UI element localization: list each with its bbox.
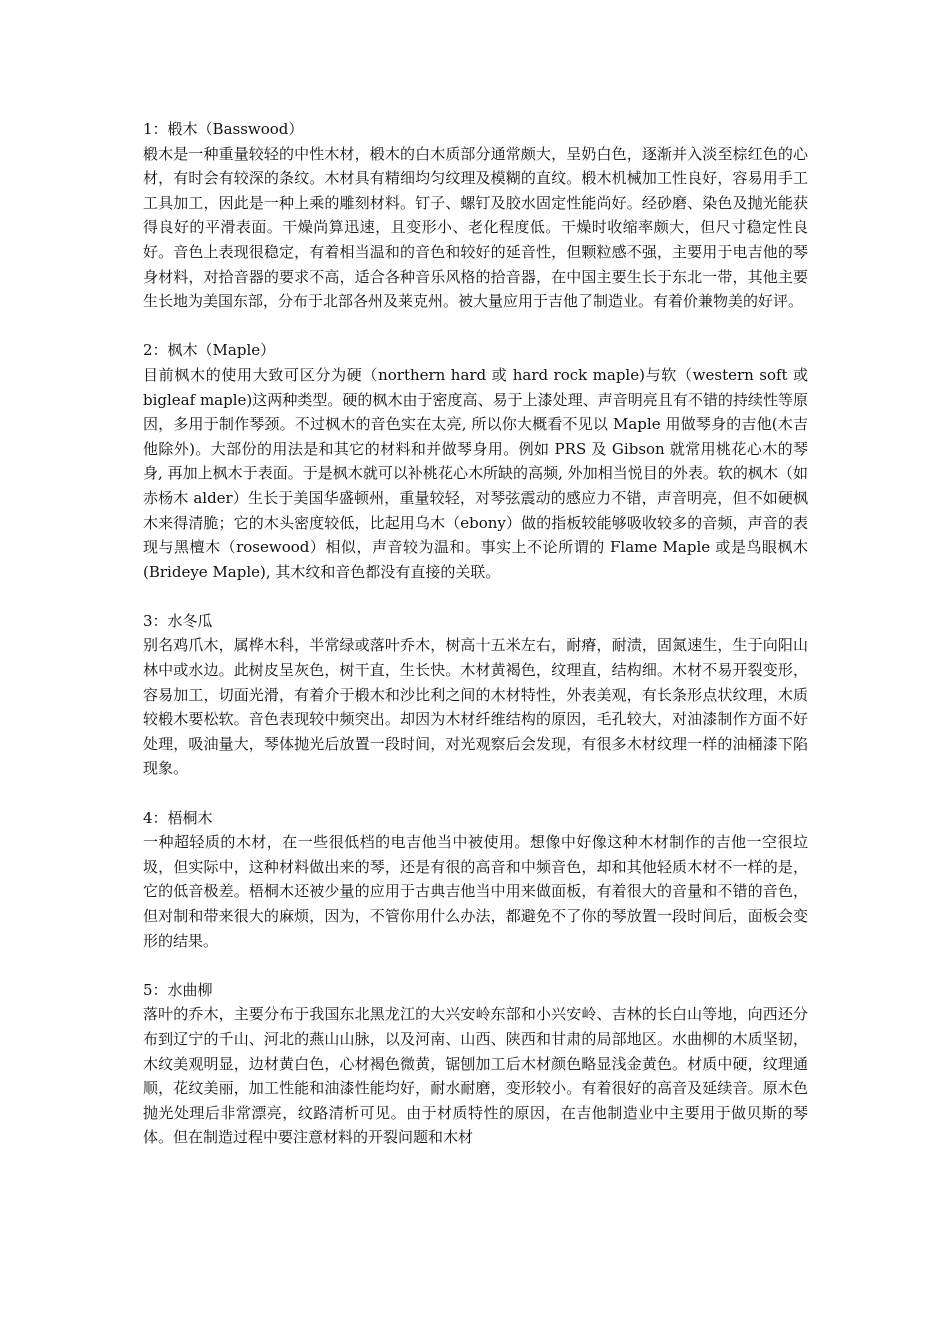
section-body: 椴木是一种重量较轻的中性木材，椴木的白木质部分通常颇大，呈奶白色，逐渐并入淡至棕红色的心材，有时会有较深的条纹。木材具有精细均匀纹理及模糊的直纹。椴木机械加工性良好，容易用手工工具加工，因此是一种上乘的雕刻材料。钉子、螺钉及胶水固定性能尚好。经砂磨、染色及抛光能获得良好的平滑表面。干燥尚算迅速，且变形小、老化程度低。干燥时收缩率颇大，但尺寸稳定性良好。音色上表现很稳定，有着相当温和的音色和较好的延音性，但颗粒感不强，主要用于电吉他的琴身材料，对拾音器的要求不高，适合各种音乐风格的拾音器，在中国主要生长于东北一带，其他主要生长地为美国东部，分布于北部各州及莱克州。被大量应用于吉他了制造业。有着价兼物美的好评。 [143,144,808,311]
section-paulownia [143,806,808,954]
section-alder [143,609,808,781]
section-heading: 1：椴木（Basswood） [143,120,304,138]
section-heading: 2：枫木（Maple） [143,341,276,360]
section-ash [143,978,808,1150]
section-body: 目前枫木的使用大致可区分为硬（northern hard 或 hard rock maple)与软（western soft 或 bigleaf maple)这两种类型。硬的枫木由于密度高、易于上漆处理、声音明亮且有不错的持续性等原因，多用于制作琴颈。不过枫木的音色实在太亮, 所以你大概看不见以 Maple 用做琴身的吉他(木吉他除外)。大部份的用法是和其它的材料和并做琴身用。例如 PRS 及 Gibson 就常用桃花心木的琴身, 再加上枫木于表面。于是枫木就可以补桃花心木所缺的高频, 外加相当悦目的外表。软的枫木（如赤杨木 alder）生长于美国华盛顿州，重量较轻，对琴弦震动的感应力不错，声音明亮，但不如硬枫木来得清脆；它的木头密度较低，比起用乌木（ebony）做的指板较能够吸收较多的音频，声音的表现与黑檀木（rosewood）相似，声音较为温和。事实上不论所谓的 Flame Maple 或是鸟眼枫木 (Brideye Maple), 其木纹和音色都没有直接的关联。 [143,365,808,581]
section-basswood [143,117,808,314]
section-body: 落叶的乔木，主要分布于我国东北黑龙江的大兴安岭东部和小兴安岭、吉林的长白山等地，向西还分布到辽宁的千山、河北的燕山山脉，以及河南、山西、陕西和甘肃的局部地区。水曲柳的木质坚韧，木纹美观明显，边材黄白色，心材褐色微黄，锯刨加工后木材颜色略显浅金黄色。材质中硬，纹理通顺，花纹美丽，加工性能和油漆性能均好，耐水耐磨，变形较小。有着很好的高音及延续音。原木色抛光处理后非常漂亮，纹路清析可见。由于材质特性的原因，在吉他制造业中主要用于做贝斯的琴体。但在制造过程中要注意材料的开裂问题和木材 [143,1005,808,1147]
section-maple [143,338,808,584]
section-heading: 3：水冬瓜 [143,611,213,630]
section-body: 别名鸡爪木，属桦木科，半常绿或落叶乔木，树高十五米左右，耐瘠，耐渍，固氮速生，生于向阳山林中或水边。此树皮呈灰色，树干直，生长快。木材黄褐色，纹理直，结构细。木材不易开裂变形，容易加工，切面光滑，有着介于椴木和沙比利之间的木材特性，外表美观，有长条形点状纹理，木质较椴木要松软。音色表现较中频突出。却因为木材纤维结构的原因，毛孔较大，对油漆制作方面不好处理，吸油量大，琴体抛光后放置一段时间，对光观察后会发现，有很多木材纹理一样的油桶漆下陷现象。 [143,636,808,778]
section-heading: 4：梧桐木 [143,808,213,827]
section-body: 一种超轻质的木材，在一些很低档的电吉他当中被使用。想像中好像这种木材制作的吉他一空很垃圾，但实际中，这种材料做出来的琴，还是有很的高音和中频音色，却和其他轻质木材不一样的是，它的低音极差。梧桐木还被少量的应用于古典吉他当中用来做面板，有着很大的音量和不错的音色，但对制和带来很大的麻烦，因为，不管你用什么办法，都避免不了你的琴放置一段时间后，面板会变形的结果。 [143,833,808,950]
document-page [143,117,808,1175]
section-heading: 5：水曲柳 [143,980,213,999]
